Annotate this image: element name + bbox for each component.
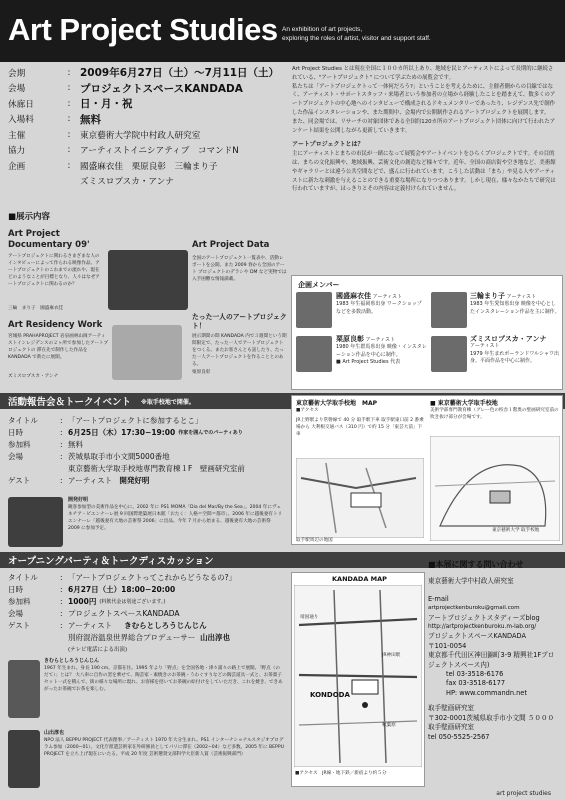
kandada-map (291, 572, 425, 787)
talk-event-details: タイトル : 「アートプロジェクトに参加するとこ」 日時 : 6月25日（木）17:30−19:00 作家を囲んでのパーティあり 参加料 : 無料 会場 : 茨城県取手市小文間5000番地 東京藝術大学取手校地専門教育棟１F 壁画研究室前 ゲスト : アーティスト 開発好明 (8, 414, 283, 486)
member-4-desc: 1979 年生まれポーランドワルシャワ出身。平面作品を中心に制作。 (470, 350, 559, 365)
campus-title-2: ■ 東京藝術大学取手校地 (430, 400, 498, 407)
talk1-fee-label: 参加料 (8, 439, 31, 449)
member-2 (336, 336, 428, 367)
venue-value: プロジェクトスペースKANDADA (80, 82, 243, 95)
contact-venue-name: プロジェクトスペースKANDADA (428, 632, 527, 641)
talk2-guest-note: (テレビ電話による出演) (68, 647, 128, 653)
member-2-role: アーティスト (365, 337, 396, 343)
talk1-date-note: 作家を囲んでのパーティあり (178, 429, 243, 436)
planning-value: 國盛麻衣佳 栗原良彰 三輪まり子 (80, 161, 218, 172)
guest2-bio-head: 山出淳也 (44, 730, 65, 736)
closed-label: 休廊日 (8, 99, 34, 110)
member-3-name: 三輪まり子 (470, 292, 505, 300)
kandada-map-street-2: JR神田駅 (382, 653, 401, 658)
opening-party-details: タイトル : 「アートプロジェクトってこれからどうなるの?」 日時 : 6月27日（土）18:00−20:00 参加料 : 1000円 (料飲代金は別途ございます。) 会場 : プロジェクトスペースKANDADA ゲスト : アーティスト きむらとしろうじんじん 別府混浴温泉世界総合プロデューサー 山出淳也 (テレビ電話による出演) (8, 571, 283, 655)
contact-title: ■本展に関する問い合わせ (428, 560, 524, 569)
intro-text (292, 65, 558, 194)
talk1-guest-name: 開発好明 (119, 475, 150, 485)
member-1-desc: 1983 年生福岡県出身 ワークショップなどを多数活動。 (336, 301, 422, 315)
talk1-date: 6月25日（木）17:30−19:00 (68, 427, 176, 437)
support-label: 協力 (8, 146, 26, 157)
residency-desc: 宮城県 PRAHAPROJECT 岩泉画林山岡アーティストインレジデンスの２ヶ所で参加したアートプロジェクトの 滞在先で制作した作品をKANDADA で新たに展開。 (8, 334, 109, 360)
member-4-role: アーティスト (470, 343, 500, 350)
talk2-date: 6月27日（土）18:00−20:00 (68, 584, 176, 594)
member-photo-1 (296, 292, 332, 328)
talk-event-bar-note: ※取手校地で開催。 (141, 398, 195, 406)
organizer-label: 主催 (8, 130, 26, 141)
subtitle-line-1: An exhibition of art projects, (282, 26, 363, 33)
kandada-map-title: KANDADA MAP (332, 575, 387, 583)
contact-fax: fax 03-3518-6177 (446, 679, 506, 688)
kandada-map-place: KONDODA (310, 691, 350, 699)
campus-map-left-graphic (296, 458, 424, 538)
intro-paragraph-3: また、同会場では、リサーチの対象団体である全国約120カ所のアートプロジェクト団体に向けて行われたアンケート結果を公開しながら更新していきます。 (292, 118, 556, 134)
footer-text: art project studies (496, 790, 551, 797)
talk1-guest-bio-head: 開発好明 (68, 497, 89, 503)
talk1-guest-bio-text: 観客参加型の美術作品を中心に。2002 年に PS1 MOMA「Dia del Mar/By the Sea」。2004 年にヴェネチア・ビエンナーレ展 9 回国際建築展日本館「おたく：人格＝空間＝都市」。2006 年に越後妻有トリエンナーレ「越後妻有大地の芸術祭 2006」に出品。今年 7 月から始まる、越後妻有大地の芸術祭 2009 に参加予定。 (68, 505, 283, 531)
talk1-title-label: タイトル (8, 415, 38, 425)
talk1-title: 「アートプロジェクトに参加するとこ」 (68, 415, 203, 425)
opening-party-bar-label: オープニングパーティ＆トークディスカッション (8, 556, 214, 567)
contact-org: 東京藝術大学中村政人研究室 (428, 577, 514, 586)
member-3-role: アーティスト (506, 294, 537, 300)
period-value: 2009年6月27日（土）〜7月11日（土） (80, 67, 280, 80)
talk1-venue-2: 東京藝術大学取手校地専門教育棟１F 壁画研究室前 (68, 463, 245, 473)
page-subtitle (282, 25, 502, 43)
talk2-guest-2: 山出淳也 (200, 632, 231, 642)
kandada-map-street-3: 秋葉原 (382, 723, 396, 728)
contact-campus-tel: tel 050-5525-2567 (428, 732, 490, 741)
data-desc: 全国のアートプロジェクト一覧表や、活動レポートを公開。また 2009 春から全国のアート プロジェクトのデラシや DM など実物では入手困難な情報満載。 (192, 256, 287, 282)
event-info: 会期 : 2009年6月27日（土）〜7月11日（土） 会場 : プロジェクトスペースKANDADA 休廊日 : 日・月・祝 入場料 : 無料 主催 : 東京藝術大学院中村政人研究室 協力 : アーティストイニシアティブ コマンドN 企画 : 國盛麻衣佳 栗原良彰 三輪まり子 ズミスロプスカ・アンナ (8, 65, 288, 189)
single-project-desc: 展示期間の間 KANDADA 内で３週間という期間限定で、たった一人でアートプロジェクトをつくる。またお客さんとも話したり、たった一人アートプロジェクトを作ることとのある。 (192, 334, 287, 367)
talk1-guest-label: ゲスト (8, 475, 31, 485)
member-3-desc: 1983 年生愛知県出身 映像を中心としたインスタレーション作品を主に制作。 (470, 301, 560, 315)
guest1-photo (8, 660, 40, 718)
talk2-guest-label: ゲスト (8, 620, 31, 630)
data-title: Art Project Data (192, 240, 270, 250)
member-photo-2 (296, 336, 332, 372)
intro-paragraph-1: Art Project Studies とは現在全国に１００カ所以上あり、地域を民とアーティストによって長期的に継続されている、"アートプロジェクト" について学ぶための展覧会です。 (292, 66, 554, 81)
guest2-photo (8, 730, 40, 788)
member-photo-4 (431, 336, 467, 372)
documentary-desc: アートプロジェクトに関わるさまざまな人のインタビューによって作られる映像作品。アートプロジェクトのこれまでの流れや、現在どのようなことが目標となり、人々はなぜアートプロジェクトに関わるのか？ (8, 254, 100, 287)
kandada-map-caption: ■アクセス JR線・地下鉄／新宿より約５分 (295, 771, 387, 776)
contact-campus: 取手壁画研究室 (428, 704, 475, 713)
member-2-name: 栗原良彰 (336, 335, 364, 343)
talk2-fee-note: (料飲代金は別途ございます。) (99, 598, 166, 605)
guest1-bio-head: きむらとしろうじんじん (44, 658, 100, 664)
talk1-guest-photo (8, 497, 63, 547)
talk1-guest-bio (68, 497, 283, 532)
campus-map-right-graphic (430, 436, 560, 541)
residency-photo (112, 325, 182, 380)
period-label: 会期 (8, 68, 26, 79)
venue-label: 会場 (8, 84, 26, 95)
member-4-name: ズミスロプスカ・アンナ (470, 335, 547, 343)
talk2-venue-label: 会場 (8, 608, 23, 618)
campus-access-label: ■アクセス (296, 408, 319, 413)
talk1-guest-role: アーティスト (68, 475, 113, 485)
support-value: アーティストイニシアティブ コマンドN (80, 146, 239, 157)
member-1-name: 國盛麻衣佳 (336, 292, 371, 300)
talk1-fee: 無料 (68, 439, 83, 449)
member-photo-3 (431, 292, 467, 328)
documentary-credit: 三輪 まり子 國盛麻衣佳 (8, 306, 64, 311)
contact-blog-label: アートプロジェクトスタディーズblog (428, 613, 540, 622)
contact-tel: tel 03-3518-6176 (446, 670, 504, 679)
single-project-title: たった一人のアートプロジェクト！ (192, 313, 287, 330)
campus-map (291, 395, 563, 545)
header-banner (0, 0, 565, 62)
contact-email-label: E-mail (428, 594, 449, 603)
contact-blog[interactable]: http://artprojectkenburoku.m-lab.org/ (428, 624, 537, 631)
guest1-bio (44, 658, 284, 693)
talk2-fee: 1000円 (68, 596, 97, 606)
campus-access-text: JR上野駅より常磐線で 40 分 取手駅下車 取手駅東口前 2 番乗場から 大利根交通バス（310 円）で約 15 分「東芸大前」下車 (296, 418, 424, 437)
intro-paragraph-4: 主にアーティストとまちの市民が一緒になって展覧会やアートイベントをひらくプロジェクトです。その目的は、まちの文化振興や、地域振興、芸術文化の創造など様々です。近年、全国の商店街や空き地など、美術館やギャラリーとは違う公共空間などで、盛んに行われています。こうした活動は「まち」や見る人やアーティストに新たな刺激を与えることのできる重要な場所になりつつあります。しかし現在、様々なかたちで研究は行われていますが、はっきりとその内容は定義付けられていません。 (292, 151, 556, 193)
member-2-extra: ■ Art Project Studies 代表 (336, 359, 401, 366)
admission-label: 入場料 (8, 115, 34, 126)
member-2-desc: 1980 年生群馬県出身 映像・インスタレーション作品を中心に制作。 (336, 344, 427, 358)
guest2-bio (44, 730, 284, 758)
closed-value: 日・月・祝 (80, 98, 133, 111)
talk2-guest-role: アーティスト (68, 620, 113, 630)
kandada-map-graphic (294, 585, 422, 767)
guest1-bio-text: 1967 年生まれ。身長 190 cm。京都在住。1995 年より「野点」を全国各地・津々浦々の路上で展開。「野点（のだて）」とは？ 大八車に自作の窯を乗せて、陶芸家・素焼きのお茶碗・うわぐすりなどの陶芸道具一式と、お茶菓子セット一式を積んで、街の様々な場所に現れ、お客様を招いてお茶碗の絵付けをしていただき、これを焼き、できあがったお茶碗でお茶を楽しむ。 (44, 666, 283, 692)
intro-paragraph-2: 私たちは「アートプロジェクトって一体何だろう?」ということを考えるために、主催者側からの目線ではなく、アーティスト・サポートスタッフ・来場者という参加者の立場から経験したことを踏まえて、数多くのアートプロジェクトの中心地へのインタビューで構成されるドキュメンタリーであったり、レジデンス先で制作した作品インスタレーションや、また期間中、会場内で公開制作されるアートプロジェクトを展開します。 (292, 83, 556, 116)
intro-heading: アートプロジェクトとは？ (292, 141, 364, 149)
talk2-guest-2-role: 別府混浴温泉世界総合プロデューサー (68, 632, 196, 642)
guest2-bio-text: NPO 法人 BEPPU PROJECT 代表理事／アーティスト 1970 年大分生まれ。PS1 インターナショナルスタジオプログラム参加（2000−01）。文化庁派遣芸術家在外研修員としてパリに滞在（2002−04）など多数。2005 年に BEPPU PROJECT を立ち上げ現在にいたる。平成 20 年度 芸術選奨文部科学大臣新人賞（芸術振興部門） (44, 738, 284, 757)
exhibit-section-label: ■展示内容 (8, 212, 51, 222)
admission-value: 無料 (80, 113, 101, 126)
single-project-credit: 栗原良彰 (192, 370, 211, 375)
member-4 (470, 336, 560, 366)
documentary-title: Art Project Documentary 09' (8, 229, 90, 250)
contact-address: 東京都千代田区神田錦町3-9 精興社1Fプロジェクトスペース内) (428, 651, 555, 669)
campus-map-title: 東京藝術大学取手校地 MAP (296, 400, 378, 407)
talk2-fee-label: 参加料 (8, 596, 31, 606)
talk1-venue-label: 会場 (8, 451, 23, 461)
campus-map-caption: 取手駅周辺の地図 (296, 538, 333, 543)
talk1-venue: 茨城県取手市小文間5000番地 (68, 451, 170, 461)
page-title: Art Project Studies (8, 12, 278, 47)
campus-desc-2: 美術学部専門教育棟（グレー色の校舎１階奥の壁画研究室前の吹き抜け部分が会場です。 (430, 408, 559, 420)
contact-campus-address: 〒302-0001茨城県取手市小文間 ５０００ 取手壁画研究室 (428, 713, 561, 732)
documentary-photo (108, 250, 188, 310)
member-1-role: アーティスト (372, 294, 403, 300)
residency-title: Art Residency Work (8, 320, 103, 330)
member-3 (470, 293, 560, 316)
planning-value-2: ズミスロプスカ・アンナ (80, 177, 174, 188)
members-title: 企画メンバー (298, 281, 340, 289)
contact-hp[interactable]: HP: www.commandn.net (446, 688, 527, 697)
contact-zip: 〒101-0054 (428, 641, 467, 650)
campus-label: 東京藝術大学 取手校地 (492, 528, 540, 533)
contact-email[interactable]: artprojectkenburoku@gmail.com (428, 605, 520, 612)
kandada-map-street-1: 靖国通り (300, 615, 319, 620)
talk1-date-label: 日時 (8, 427, 23, 437)
contact-info (428, 560, 560, 742)
talk2-date-label: 日時 (8, 584, 23, 594)
organizer-value: 東京藝術大学院中村政人研究室 (80, 130, 201, 141)
member-1 (336, 293, 424, 316)
planning-label: 企画 (8, 161, 26, 172)
talk2-venue: プロジェクトスペースKANDADA (68, 608, 180, 618)
talk2-title: 「アートプロジェクトってこれからどうなるの?」 (68, 572, 237, 582)
members-panel (291, 275, 563, 390)
talk2-title-label: タイトル (8, 572, 38, 582)
talk2-guest-1: きむらとしろうじんじん (124, 620, 207, 630)
talk-event-bar-label: 活動報告会＆トークイベント (8, 397, 132, 408)
residency-credit: ズミスロプスカ・アンナ (8, 374, 59, 379)
subtitle-line-2: exploring the roles of artist, visitor and support staff. (282, 35, 431, 42)
